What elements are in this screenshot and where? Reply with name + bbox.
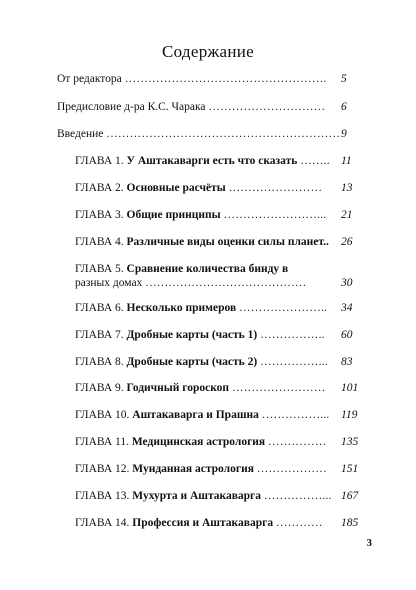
chapter-label: ГЛАВА 10. [75,409,130,421]
chapter-title-continued: разных домах [75,277,143,289]
chapter-label: ГЛАВА 4. [75,236,124,248]
chapter-title: Мунданная астрология [132,463,254,475]
chapter-label: ГЛАВА 14. [75,517,130,529]
toc-entry-chapter-12 [75,462,327,476]
entry-page-number: 26 [341,236,353,248]
chapter-label: ГЛАВА 13. [75,490,130,502]
chapter-title: У Аштакаварги есть что сказать [126,155,298,167]
entry-page-number: 34 [341,302,353,314]
toc-entry-chapter-5 [75,262,288,276]
entry-page-number: 167 [341,490,359,502]
toc-entry-introduction [57,127,340,141]
entry-page-number: 30 [341,277,353,289]
entry-page-number: 21 [341,209,353,221]
entry-leader: ……………………... [223,209,327,221]
entry-leader: …………………………………… [145,277,307,289]
toc-entry-chapter-3 [75,208,326,222]
chapter-title: Годичный гороскоп [126,382,230,394]
chapter-label: ГЛАВА 12. [75,463,130,475]
toc-entry-foreword [57,100,325,114]
toc-entry-chapter-8 [75,355,328,369]
entry-leader: ………… [275,517,323,529]
entry-leader: ……………… [256,463,327,475]
entry-title: Предисловие д-ра К.С. Чарака [57,101,206,113]
chapter-title: Несколько примеров [126,302,237,314]
chapter-title: Медицинская астрология [131,436,266,448]
entry-leader: …………………………………………………… [106,128,341,140]
entry-page-number: 135 [341,436,359,448]
entry-page-number: 11 [341,155,352,167]
toc-entry-chapter-4 [75,235,329,249]
chapter-title: Сравнение количества бинду в [126,263,289,275]
entry-page-number: 5 [341,73,347,85]
entry-page-number: 83 [341,356,353,368]
entry-leader: ………………………… [208,101,326,113]
entry-leader: ………………….. [239,302,328,314]
entry-title: Введение [57,128,104,140]
entry-leader: …………………… [228,182,323,194]
chapter-label: ГЛАВА 11. [75,436,129,448]
chapter-title: Дробные карты (часть 1) [126,329,258,341]
chapter-title: Профессия и Аштакаварга [132,517,274,529]
chapter-title: Основные расчёты [126,182,226,194]
toc-entry-chapter-11 [75,435,327,449]
entry-page-number: 151 [341,463,359,475]
toc-entry-chapter-10 [75,408,330,422]
chapter-label: ГЛАВА 9. [75,382,124,394]
entry-page-number: 119 [341,409,358,421]
toc-entry-chapter-1 [75,154,330,168]
chapter-title: Дробные карты (часть 2) [126,356,258,368]
entry-leader: …………….. [260,329,325,341]
entry-leader: ……………... [261,409,330,421]
toc-entry-chapter-5-line2 [75,276,306,290]
chapter-label: ГЛАВА 6. [75,302,124,314]
page-title: Содержание [161,42,255,61]
entry-page-number: 185 [341,517,359,529]
toc-entry-chapter-7 [75,328,325,342]
toc-entry-editor [57,72,327,86]
entry-page-number: 60 [341,329,353,341]
entry-leader: ……………... [263,490,332,502]
chapter-title: Общие принципы [126,209,221,221]
entry-leader: …….. [300,155,330,167]
entry-page-number: 6 [341,101,347,113]
chapter-label: ГЛАВА 3. [75,209,124,221]
toc-entry-chapter-14 [75,516,323,530]
toc-entry-chapter-6 [75,301,327,315]
entry-page-number: 101 [341,382,359,394]
chapter-title: Мухурта и Аштакаварга [132,490,262,502]
toc-entry-chapter-2 [75,181,322,195]
chapter-title: Аштакаварга и Прашна [132,409,259,421]
chapter-label: ГЛАВА 5. [75,263,124,275]
entry-leader: ……………………………………………. [124,73,327,85]
page-number: 3 [366,537,372,549]
chapter-label: ГЛАВА 7. [75,329,124,341]
entry-title: От редактора [57,73,122,85]
entry-page-number: 9 [341,128,347,140]
toc-entry-chapter-9 [75,381,326,395]
entry-leader: ……………... [260,356,328,368]
chapter-label: ГЛАВА 8. [75,356,124,368]
entry-page-number: 13 [341,182,353,194]
entry-leader: …………… [268,436,327,448]
toc-entry-chapter-13 [75,489,332,503]
entry-leader: …………………… [231,382,326,394]
chapter-label: ГЛАВА 2. [75,182,124,194]
chapter-title: Различные виды оценки силы планет.. [126,236,329,248]
chapter-label: ГЛАВА 1. [75,155,124,167]
